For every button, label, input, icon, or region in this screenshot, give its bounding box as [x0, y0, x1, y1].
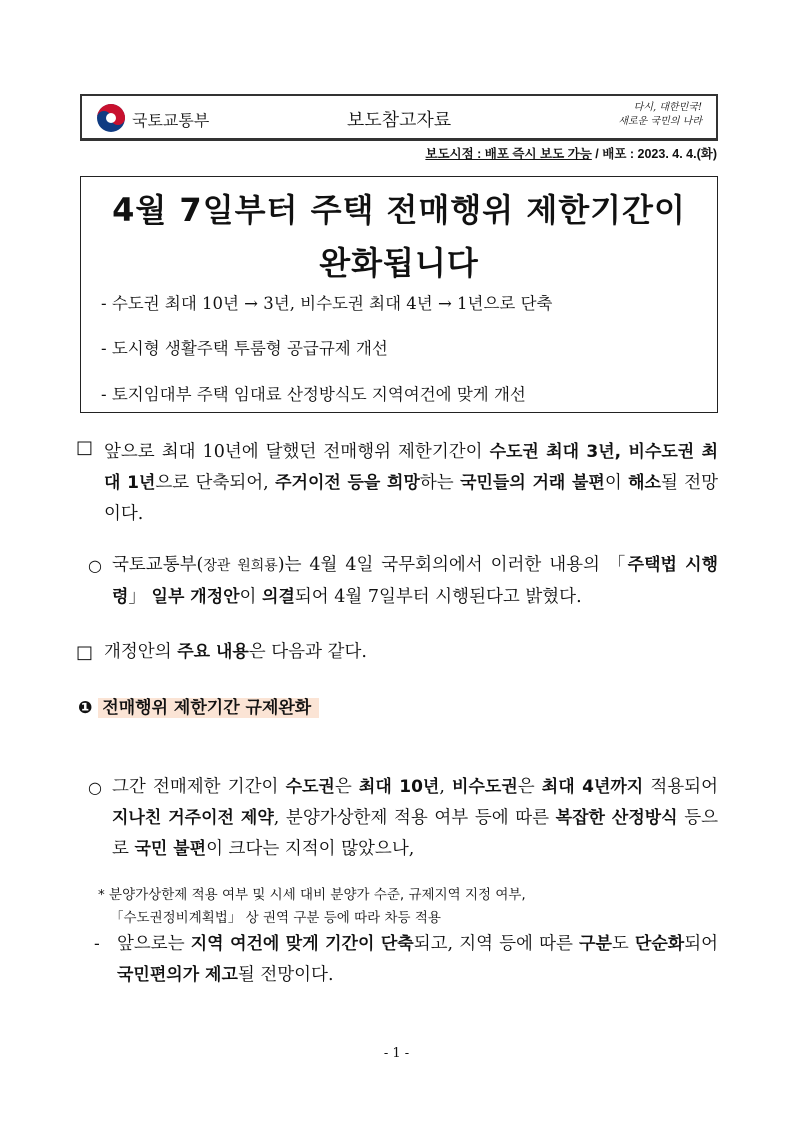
slogan-line-2: 새로운 국민의 나라: [618, 116, 702, 127]
text-segment: 은 다음과 같다.: [248, 642, 367, 662]
release-timing: 보도시점 : 배포 즉시 보도 가능: [425, 147, 592, 161]
text-segment: 될 전망이다.: [104, 473, 719, 524]
title-box: [80, 176, 718, 413]
text-segment: 앞으로는: [117, 934, 191, 954]
release-dateline: [425, 144, 717, 162]
text-segment: 이: [239, 587, 263, 607]
section-title: 전매행위 제한기간 규제완화: [98, 698, 319, 718]
emphasized-text: 비수도권: [452, 777, 518, 797]
text-segment: 될 전망이다.: [237, 965, 334, 985]
paragraph-2: [112, 550, 718, 613]
page-number: - 1 -: [383, 1046, 410, 1061]
text-segment: , 분양가상한제 적용 여부 등에 따른: [273, 808, 556, 828]
text-segment: 은: [334, 777, 359, 797]
dash-bullet: -: [94, 934, 100, 954]
emphasized-text: 의결: [262, 587, 295, 607]
text-segment: 등으로: [112, 808, 719, 859]
text-segment: 개정안의: [104, 642, 178, 662]
ministry-name: 국토교통부: [132, 113, 210, 130]
distribution-date: 배포 : 2023. 4. 4.(화): [602, 147, 717, 161]
text-segment: )는 4월 4일 국무회의에서 이러한 내용의 「: [277, 555, 628, 575]
text-segment: 으로 단축되어,: [155, 473, 276, 493]
emphasized-text: 수도권: [285, 777, 335, 797]
separator: /: [591, 147, 603, 161]
emphasized-text: 해소: [628, 473, 661, 493]
emphasized-text: 국민 불편: [134, 839, 207, 859]
number-1-icon: ❶: [78, 698, 93, 718]
footnote: [98, 884, 526, 930]
emphasized-text: 최대 4년까지: [541, 777, 644, 797]
text-segment: 」: [128, 587, 152, 607]
text-segment: 하는: [419, 473, 461, 493]
emphasized-text: 주택법 시행령: [112, 555, 719, 607]
emphasized-text: 지나친 거주이전 제약: [112, 808, 274, 828]
text-segment: 은: [517, 777, 542, 797]
footnote-line-1: 분양가상한제 적용 여부 및 시세 대비 분양가 수준, 규제지역 지정 여부,: [109, 887, 526, 903]
text-segment: 그간 전매제한 기간이: [112, 777, 286, 797]
text-segment: 적용되어: [643, 777, 718, 797]
header-box: [80, 94, 718, 141]
emphasized-text: 수도권 최대 3년, 비수도권 최대 1년: [104, 442, 718, 493]
emphasized-text: 국민들의 거래 불편: [460, 473, 605, 493]
text-segment: 이 크다는 지적이 많았으나,: [206, 839, 415, 859]
summary-item: - 도시형 생활주택 투룸형 공급규제 개선: [101, 339, 388, 358]
text-segment: 장관 원희룡: [203, 558, 278, 574]
text-segment: ,: [439, 777, 453, 797]
text-segment: 국토교통부(: [112, 555, 204, 575]
section-heading: [78, 693, 319, 718]
document-type: 보도참고자료: [346, 110, 452, 131]
emphasized-text: 국민편의가 제고: [117, 965, 238, 985]
paragraph-5: [117, 929, 718, 991]
summary-item: - 토지임대부 주택 임대료 산정방식도 지역여건에 맞게 개선: [101, 385, 526, 404]
circle-bullet: ○: [88, 556, 102, 575]
title-line-2: 완화됩니다: [319, 244, 479, 282]
emphasized-text: 일부 개정안: [151, 587, 240, 607]
text-segment: 앞으로 최대 10년에 달했던 전매행위 제한기간이: [104, 442, 490, 462]
footnote-line-2: 「수도권정비계획법」 상 권역 구분 등에 따라 차등 적용: [110, 910, 441, 926]
text-segment: 도: [611, 934, 635, 954]
slogan-line-1: 다시, 대한민국!: [633, 102, 702, 113]
square-bullet: □: [76, 437, 94, 458]
emphasized-text: 단순화: [634, 934, 685, 954]
emphasized-text: 구분: [579, 934, 612, 954]
text-segment: 되고, 지역 등에 따른: [413, 934, 580, 954]
text-segment: 되어 4월 7일부터 시행된다고 밝혔다.: [294, 587, 582, 607]
text-segment: 이: [604, 473, 629, 493]
emphasized-text: 지역 여건에 맞게 기간이 단축: [190, 934, 414, 954]
summary-item: - 수도권 최대 10년 → 3년, 비수도권 최대 4년 → 1년으로 단축: [101, 294, 553, 313]
emphasized-text: 최대 10년: [358, 777, 440, 797]
emphasized-text: 주거이전 등을 희망: [275, 473, 420, 493]
slogan: [618, 101, 702, 129]
paragraph-4: [112, 772, 718, 865]
paragraph-1: [104, 437, 718, 530]
asterisk: *: [98, 887, 105, 903]
square-bullet: □: [76, 642, 94, 663]
circle-bullet: ○: [88, 778, 102, 797]
paragraph-3: [104, 637, 718, 668]
text-segment: 되어: [684, 934, 718, 954]
title-line-1: 4월 7일부터 주택 전매행위 제한기간이: [112, 191, 686, 229]
emphasized-text: 복잡한 산정방식: [555, 808, 678, 828]
emphasized-text: 주요 내용: [177, 642, 249, 662]
